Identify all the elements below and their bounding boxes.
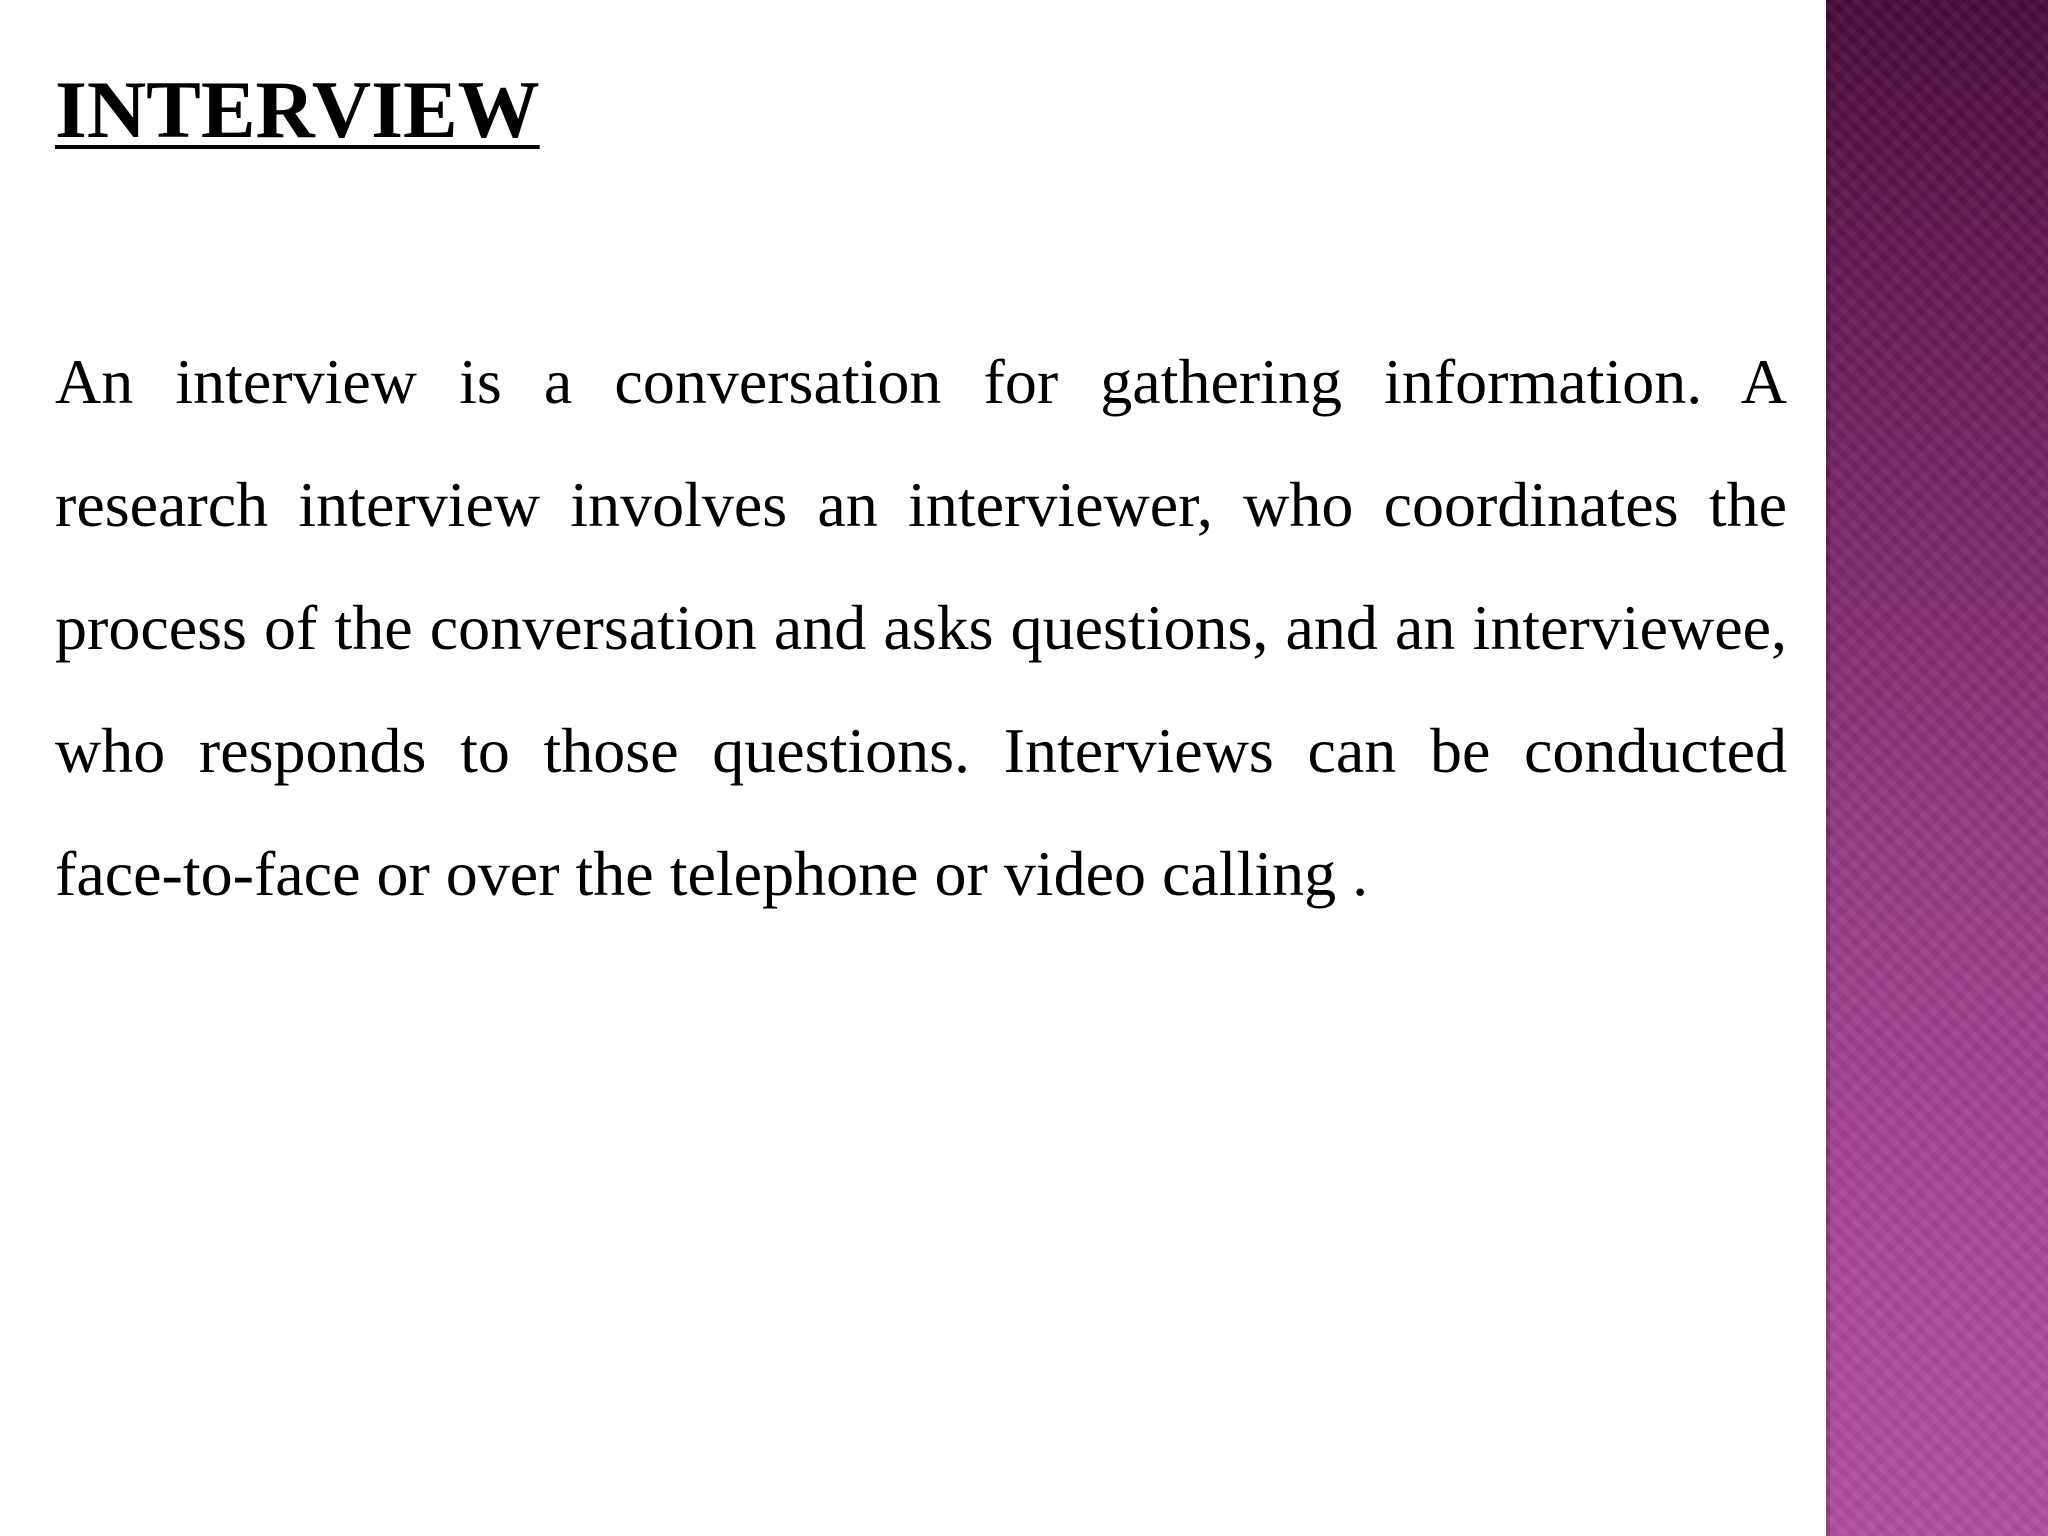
side-band-edge: [1826, 0, 1830, 1536]
decorative-side-band: [1826, 0, 2048, 1536]
slide-body-text: An interview is a conversation for gathering information. A research interview involves an interviewer, who coordinates the process of the conversation and asks questions, and an interviewee, who responds to those questions. Interviews can be conducted face-to-face or over the telephone or video calling .: [55, 346, 1787, 909]
slide-content: [55, 60, 1787, 935]
slide-title: INTERVIEW: [55, 64, 540, 155]
